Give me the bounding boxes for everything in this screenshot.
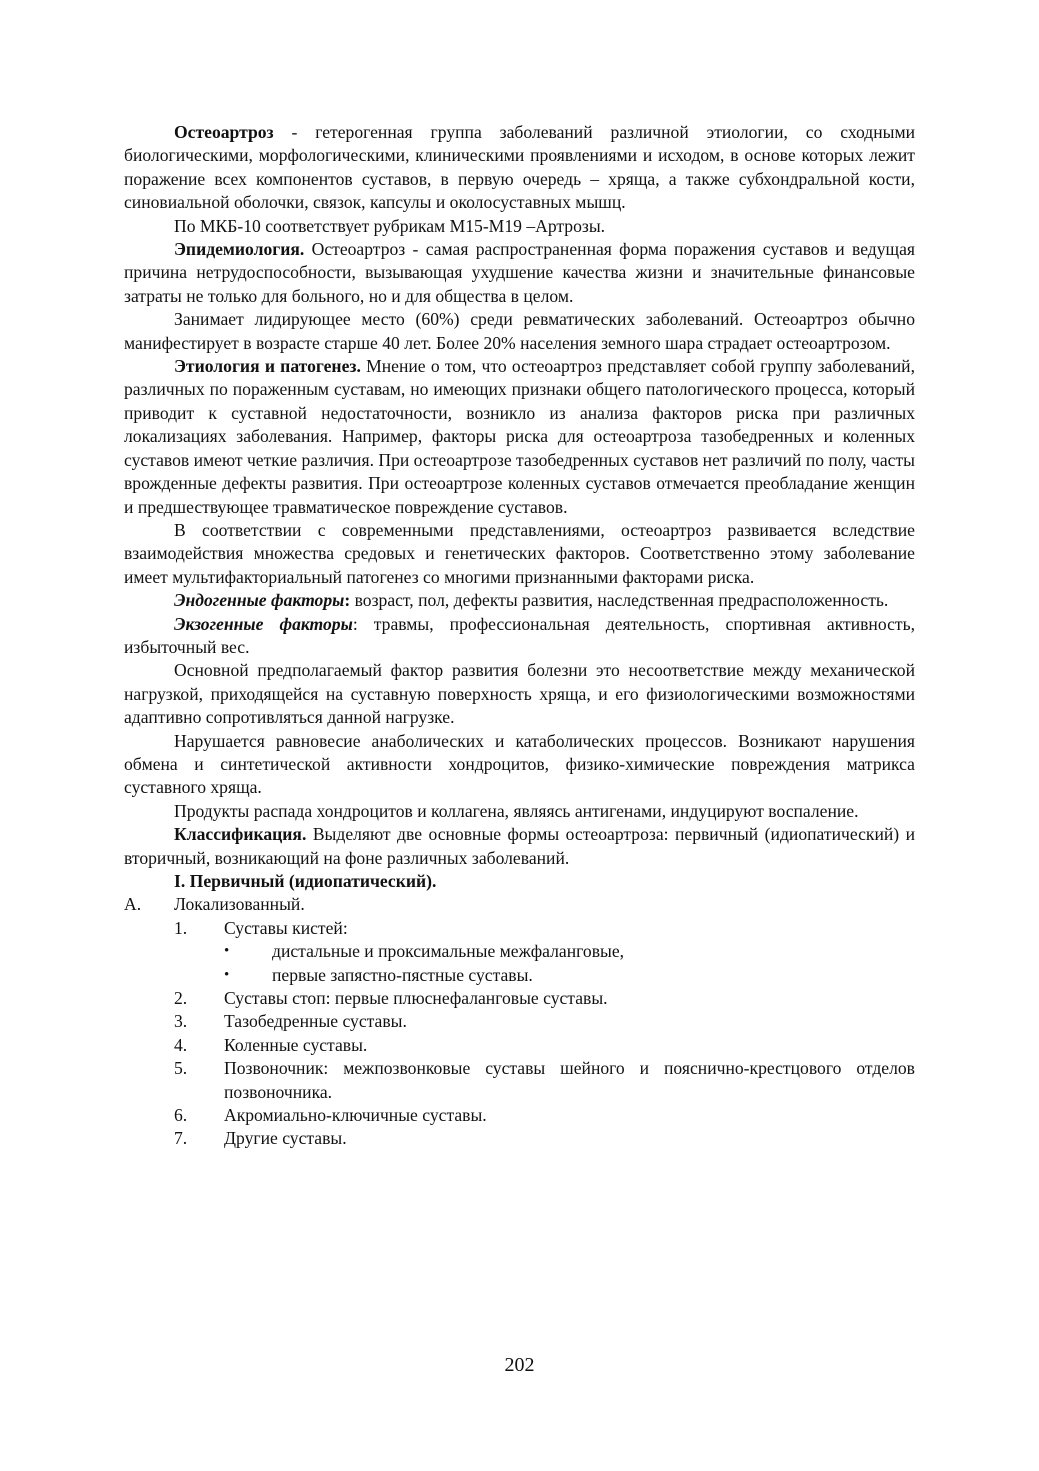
paragraph-text: Занимает лидирующее место (60%) среди ревматических заболеваний. Остеоартроз обычно манифестирует в возрасте старше 40 лет. Более 20% населения земного шара страдает остеоартрозом.	[124, 309, 915, 353]
term-colon: :	[344, 590, 351, 611]
list-item-6	[124, 1104, 915, 1127]
list-item-1	[124, 917, 915, 940]
paragraph-modern-views	[124, 519, 915, 589]
list-item-2	[124, 987, 915, 1010]
list-item-text: первые запястно-пястные суставы.	[272, 964, 533, 985]
list-item-4	[124, 1034, 915, 1057]
list-marker: 7.	[174, 1128, 188, 1149]
paragraph-balance	[124, 730, 915, 800]
paragraph-epidemiology	[124, 238, 915, 308]
paragraph-classification	[124, 823, 915, 870]
paragraph-text: По МКБ-10 соответствует рубрикам М15-М19 –Артрозы.	[174, 215, 606, 236]
paragraph-text: возраст, пол, дефекты развития, наследственная предрасположенность.	[350, 590, 889, 611]
term-classification: Классификация.	[174, 824, 307, 845]
paragraph-text: : травмы, профессиональная деятельность, спортивная активность, избыточный вес.	[124, 613, 915, 657]
paragraph-text: Продукты распада хондроцитов и коллагена, являясь антигенами, индуцируют воспаление.	[174, 800, 859, 821]
paragraph-definition	[124, 121, 915, 215]
list-marker: 2.	[174, 988, 188, 1009]
list-item-text: Коленные суставы.	[224, 1034, 368, 1055]
list-item-text: Суставы стоп: первые плюснефаланговые суставы.	[224, 988, 608, 1009]
bullet-icon: •	[224, 943, 230, 960]
list-marker: 6.	[174, 1105, 188, 1126]
paragraph-text: Остеоартроз - самая распространенная форма поражения суставов и ведущая причина нетрудоспособности, вызывающая ухудшение качества жизни и значительные финансовые затраты не только для больного, но и для общества в целом.	[124, 239, 915, 306]
list-marker: 1.	[174, 917, 188, 938]
list-marker: 3.	[174, 1011, 188, 1032]
list-marker: А.	[124, 894, 142, 915]
list-subitem-1	[124, 940, 915, 963]
term-osteoarthrosis: Остеоартроз	[174, 122, 274, 142]
list-item-7	[124, 1127, 915, 1150]
paragraph-text: Мнение о том, что остеоартроз представляет собой группу заболеваний, различных по пораженным суставам, но имеющих признаки общего патологического процесса, который приводит к суставной недостаточности, возникло из анализа факторов риска при различных локализациях заболевания. Например, факторы риска для остеоартроза тазобедренных и коленных суставов имеют четкие различия. При остеоартрозе тазобедренных суставов нет различий по полу, часты врожденные дефекты развития. При остеоартрозе коленных суставов отмечается преобладание женщин и предшествующее травматическое повреждение суставов.	[124, 356, 916, 517]
list-group-a	[124, 893, 915, 916]
paragraph-text: Нарушается равновесие анаболических и катаболических процессов. Возникают нарушения обмена и синтетической активности хондроцитов, физико-химические повреждения матрикса суставного хряща.	[124, 730, 915, 798]
list-item-text: Акромиально-ключичные суставы.	[224, 1105, 487, 1126]
term-etiology: Этиология и патогенез.	[174, 356, 361, 377]
term-exogenous: Экзогенные факторы	[174, 613, 353, 634]
list-item-text: Суставы кистей:	[224, 917, 348, 938]
list-item-3	[124, 1010, 915, 1033]
paragraph-etiology	[124, 355, 915, 519]
list-item-text: Тазобедренные суставы.	[224, 1011, 407, 1032]
list-item-text: Другие суставы.	[224, 1128, 347, 1149]
list-label: Локализованный.	[174, 894, 305, 915]
paragraph-text: Выделяют две основные формы остеоартроза: первичный (идиопатический) и вторичный, возникающий на фоне различных заболеваний.	[124, 824, 915, 868]
list-item-text: дистальные и проксимальные межфаланговые,	[272, 941, 625, 962]
list-marker: 4.	[174, 1034, 188, 1055]
list-item-text: Позвоночник: межпозвонковые суставы шейного и пояснично-крестцового отделов позвоночника.	[224, 1058, 915, 1102]
list-item-5	[124, 1057, 915, 1104]
paragraph-text: - гетерогенная группа заболеваний различной этиологии, со сходными биологическими, морфологическими, клиническими проявлениями и исходом, в основе которых лежит поражение всех компонентов суставов, в первую очередь – хряща, а также субхондральной кости, синовиальной оболочки, связок, капсулы и околосуставных мышц.	[124, 122, 915, 213]
term-endogenous: Эндогенные факторы	[174, 590, 345, 611]
list-subitem-2	[124, 964, 915, 987]
term-epidemiology: Эпидемиология.	[174, 239, 305, 260]
list-marker: 5.	[174, 1058, 188, 1079]
paragraph-inflammation	[124, 800, 915, 823]
paragraph-exogenous-factors	[124, 613, 915, 660]
paragraph-endogenous-factors	[124, 589, 915, 612]
page-number: 202	[504, 1354, 535, 1376]
paragraph-text: Основной предполагаемый фактор развития болезни это несоответствие между механической нагрузкой, приходящейся на суставную поверхность хряща, и его физиологическими возможностями адаптивно сопротивляться данной нагрузке.	[124, 660, 915, 728]
paragraph-text: В соответствии с современными представлениями, остеоартроз развивается вследствие взаимодействия множества средовых и генетических факторов. Соответственно этому заболевание имеет мультифакториальный патогенез со многими признанными факторами риска.	[124, 519, 915, 587]
paragraph-icd10	[124, 215, 915, 238]
classification-heading: I. Первичный (идиопатический).	[174, 871, 437, 891]
paragraph-main-factor	[124, 659, 915, 729]
bullet-icon: •	[224, 966, 230, 983]
paragraph-prevalence	[124, 308, 915, 355]
